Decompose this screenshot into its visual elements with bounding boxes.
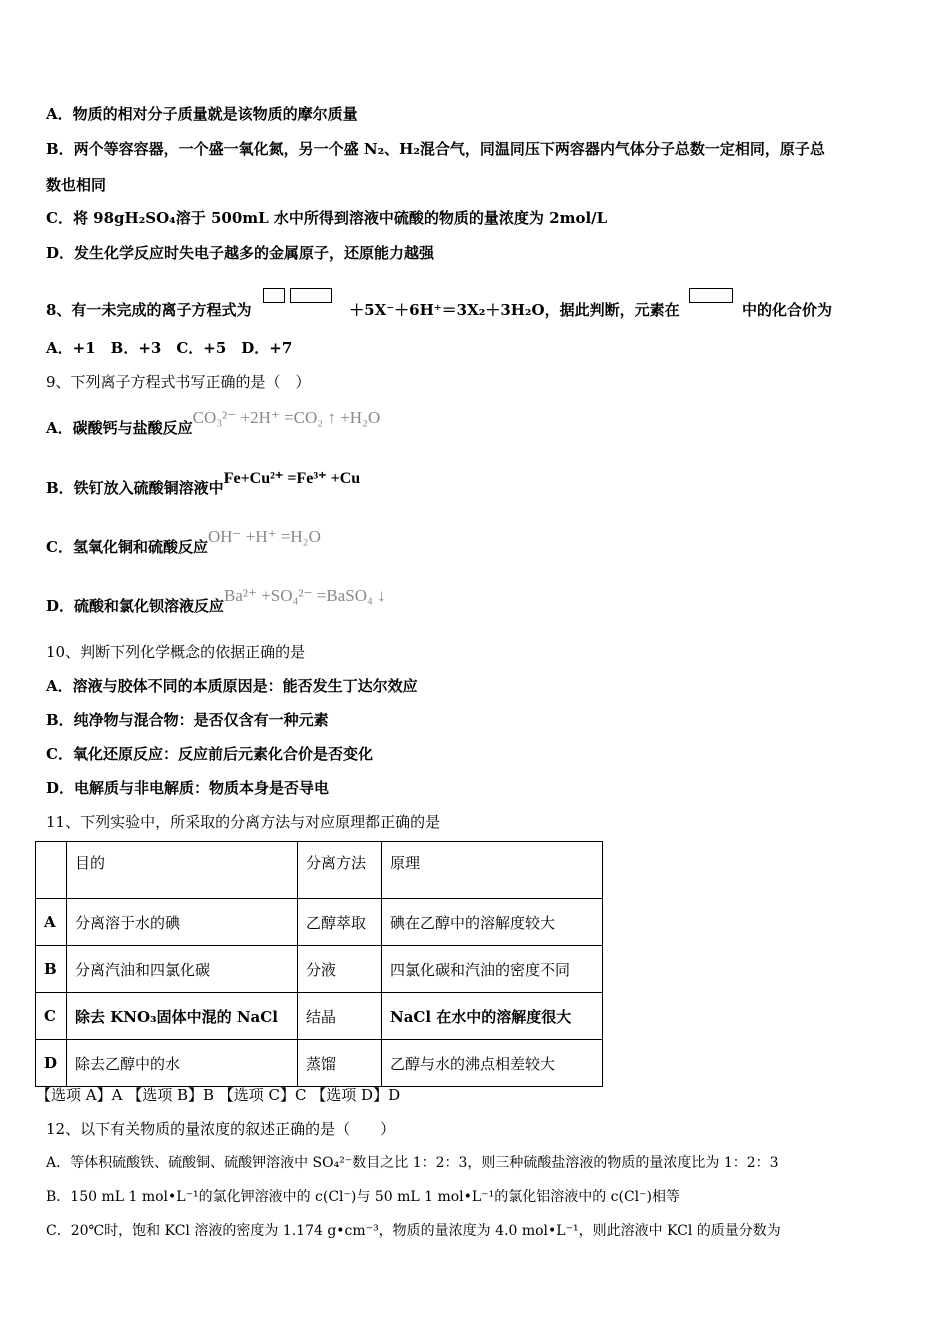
header-cell xyxy=(36,842,67,899)
option-label: D．硫酸和氯化钡溶液反应 xyxy=(46,597,225,615)
blank-box xyxy=(263,288,285,303)
cell: 分离溶于水的碘 xyxy=(67,899,298,946)
q12-option-c: C．20℃时，饱和 KCl 溶液的密度为 1.174 g•cm⁻³，物质的量浓度为 4.0 mol•L⁻¹，则此溶液中 KCl 的质量分数为 xyxy=(46,1223,781,1239)
cell: 分离汽油和四氯化碳 xyxy=(67,946,298,993)
option-label: A．碳酸钙与盐酸反应 xyxy=(46,419,193,437)
q7-option-b-cont: 数也相同 xyxy=(46,176,107,194)
q9-option-b xyxy=(46,470,361,498)
q9-option-c xyxy=(46,527,321,557)
q10-option-d: D．电解质与非电解质：物质本身是否导电 xyxy=(46,779,330,797)
cell: 蒸馏 xyxy=(298,1040,382,1087)
q10-stem: 10、判断下列化学概念的依据正确的是 xyxy=(46,643,306,661)
q8-prefix: 8、有一未完成的离子方程式为 xyxy=(46,301,252,319)
q12-option-a: A．等体积硫酸铁、硫酸铜、硫酸钾溶液中 SO₄²⁻数目之比 1：2：3，则三种硫酸盐溶液的物质的量浓度比为 1：2：3 xyxy=(46,1155,779,1171)
cell: 除去 KNO₃固体中混的 NaCl xyxy=(67,993,298,1040)
q8-options: A．+1 B．+3 C．+5 D．+7 xyxy=(46,339,293,357)
q12-option-b: B．150 mL 1 mol•L⁻¹的氯化钾溶液中的 c(Cl⁻)与 50 mL 1 mol•L⁻¹的氯化铝溶液中的 c(Cl⁻)相等 xyxy=(46,1189,680,1205)
q11-table xyxy=(35,841,603,1087)
cell: C xyxy=(36,993,67,1040)
equation: Ba²⁺ +SO₄²⁻ =BaSO₄ ↓ xyxy=(224,586,386,605)
equation: OH⁻ +H⁺ =H₂O xyxy=(207,527,321,546)
cell: 碘在乙醇中的溶解度较大 xyxy=(382,899,603,946)
q11-answer-options: 【选项 A】A 【选项 B】B 【选项 C】C 【选项 D】D xyxy=(36,1086,401,1104)
equation: Fe+Cu²⁺ =Fe³⁺ +Cu xyxy=(223,470,361,487)
q9-option-d xyxy=(46,586,386,616)
q9-option-a xyxy=(46,408,381,438)
cell: 分液 xyxy=(298,946,382,993)
q10-option-c: C．氧化还原反应：反应前后元素化合价是否变化 xyxy=(46,745,373,763)
equation: CO₃²⁻ +2H⁺ =CO₂ ↑ +H₂O xyxy=(192,408,381,427)
q9-stem: 9、下列离子方程式书写正确的是（ ） xyxy=(46,373,311,391)
table-row xyxy=(36,899,603,946)
option-label: C．氢氧化铜和硫酸反应 xyxy=(46,538,208,556)
cell: B xyxy=(36,946,67,993)
cell: A xyxy=(36,899,67,946)
table-header-row xyxy=(36,842,603,899)
q12-stem: 12、以下有关物质的量浓度的叙述正确的是（ ） xyxy=(46,1120,396,1138)
header-cell: 原理 xyxy=(382,842,603,899)
header-cell: 目的 xyxy=(67,842,298,899)
blank-box xyxy=(290,288,332,303)
q7-option-b: B．两个等容容器，一个盛一氧化氮，另一个盛 N₂、H₂混合气，同温同压下两容器内气体分子总数一定相同，原子总 xyxy=(46,140,825,158)
cell: 四氯化碳和汽油的密度不同 xyxy=(382,946,603,993)
cell: 结晶 xyxy=(298,993,382,1040)
table-row xyxy=(36,946,603,993)
cell: 乙醇萃取 xyxy=(298,899,382,946)
q7-option-d: D．发生化学反应时失电子越多的金属原子，还原能力越强 xyxy=(46,244,435,262)
cell: NaCl 在水中的溶解度很大 xyxy=(382,993,603,1040)
q7-option-a: A．物质的相对分子质量就是该物质的摩尔质量 xyxy=(46,105,358,123)
q8-stem xyxy=(46,288,832,320)
table-row xyxy=(36,993,603,1040)
q7-option-c: C．将 98gH₂SO₄溶于 500mL 水中所得到溶液中硫酸的物质的量浓度为 2mol/L xyxy=(46,209,608,227)
option-label: B．铁钉放入硫酸铜溶液中 xyxy=(46,479,224,497)
q8-suffix: 中的化合价为 xyxy=(742,301,833,319)
cell: D xyxy=(36,1040,67,1087)
cell: 除去乙醇中的水 xyxy=(67,1040,298,1087)
blank-box xyxy=(689,288,733,303)
cell: 乙醇与水的沸点相差较大 xyxy=(382,1040,603,1087)
q8-mid: ＋5X⁻＋6H⁺＝3X₂＋3H₂O，据此判断，元素在 xyxy=(349,301,680,319)
q10-option-b: B．纯净物与混合物：是否仅含有一种元素 xyxy=(46,711,329,729)
q10-option-a: A．溶液与胶体不同的本质原因是：能否发生丁达尔效应 xyxy=(46,677,418,695)
q11-stem: 11、下列实验中，所采取的分离方法与对应原理都正确的是 xyxy=(46,813,441,831)
table-row xyxy=(36,1040,603,1087)
header-cell: 分离方法 xyxy=(298,842,382,899)
